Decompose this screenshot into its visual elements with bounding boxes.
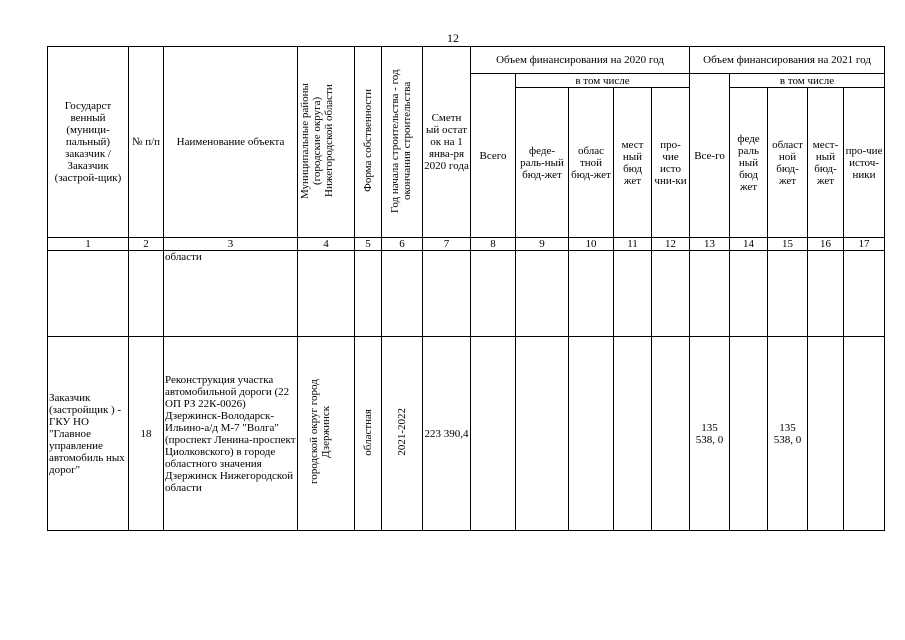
col-num: 6 (382, 238, 423, 251)
header-local-2021: мест-ный бюд-жет (808, 88, 844, 238)
header-regional-2020: облас тной бюд-жет (569, 88, 614, 238)
header-estimate: Сметн ый остат ок на 1 янва-ря 2020 года (423, 47, 471, 238)
regional-2021-cell: 135 538, 0 (768, 337, 808, 531)
object-name-continued: области (164, 251, 298, 337)
financing-table (47, 46, 885, 531)
col-num: 14 (730, 238, 768, 251)
header-federal-2020: феде-раль-ный бюд-жет (516, 88, 569, 238)
header-federal-2021: феде раль ный бюд жет (730, 88, 768, 238)
district-cell: городской округ город Дзержинск (298, 337, 355, 531)
header-years: Год начала строительства - год окончания строительства (382, 47, 423, 238)
page-number: 12 (447, 31, 459, 45)
column-number-row (48, 238, 885, 251)
header-other-2020: про-чие исто чни-ки (652, 88, 690, 238)
col-num: 5 (355, 238, 382, 251)
row-number-cell: 18 (129, 337, 164, 531)
header-total-2020: Всего (471, 74, 516, 238)
header-district: Муниципальные районы (городские округа) Нижегородской области (298, 47, 355, 238)
col-num: 15 (768, 238, 808, 251)
col-num: 2 (129, 238, 164, 251)
col-num: 16 (808, 238, 844, 251)
header-financing-2020: Объем финансирования на 2020 год (471, 47, 690, 74)
table-row (48, 337, 885, 531)
col-num: 1 (48, 238, 129, 251)
col-num: 10 (569, 238, 614, 251)
object-name-cell: Реконструкция участка автомобильной дороги (22 ОП РЗ 22К-0026) Дзержинск-Володарск-Ильино-а/д М-7 "Волга"(проспект Ленина-проспект Циолковского) в городе областного значения Дзержинск Нижегородской области (164, 337, 298, 531)
ownership-cell: областная (355, 337, 382, 531)
col-num: 7 (423, 238, 471, 251)
total-2021-cell: 135 538, 0 (690, 337, 730, 531)
header-customer: Государст венный (муници-пальный) заказчик / Заказчик (застрой-щик) (48, 47, 129, 238)
header-including-2020: в том числе (516, 74, 690, 88)
col-num: 3 (164, 238, 298, 251)
col-num: 9 (516, 238, 569, 251)
col-num: 11 (614, 238, 652, 251)
col-num: 8 (471, 238, 516, 251)
col-num: 13 (690, 238, 730, 251)
header-other-2021: про-чие источ-ники (844, 88, 885, 238)
col-num: 12 (652, 238, 690, 251)
col-num: 17 (844, 238, 885, 251)
header-total-2021: Все-го (690, 74, 730, 238)
customer-cell: Заказчик (застройщик ) - ГКУ НО "Главное управление автомобиль ных дорог" (48, 337, 129, 531)
header-ownership: Форма собственности (355, 47, 382, 238)
header-including-2021: в том числе (730, 74, 885, 88)
header-regional-2021: област ной бюд-жет (768, 88, 808, 238)
col-num: 4 (298, 238, 355, 251)
header-object-name: Наименование объекта (164, 47, 298, 238)
header-number: № п/п (129, 47, 164, 238)
estimate-cell: 223 390,4 (423, 337, 471, 531)
table-row (48, 251, 885, 337)
header-financing-2021: Объем финансирования на 2021 год (690, 47, 885, 74)
years-cell: 2021-2022 (382, 337, 423, 531)
header-local-2020: мест ный бюд жет (614, 88, 652, 238)
